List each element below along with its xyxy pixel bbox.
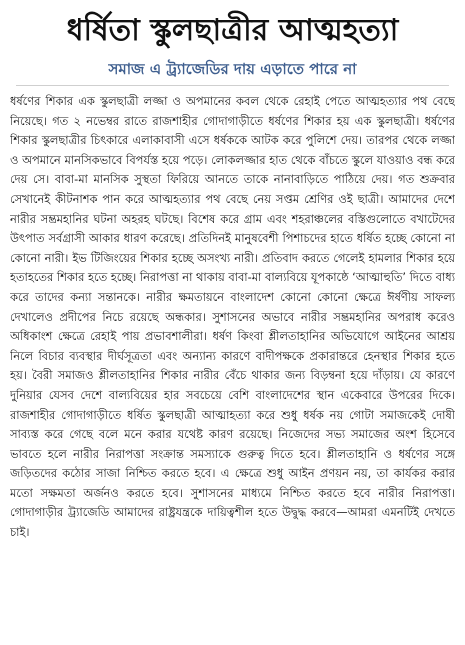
divider [16,85,449,86]
headline: ধর্ষিতা স্কুলছাত্রীর আত্মহত্যা [66,13,399,48]
subheadline: সমাজ এ ট্র্যাজেডির দায় এড়াতে পারে না [108,60,357,78]
article-body: ধর্ষণের শিকার এক স্কুলছাত্রী লজ্জা ও অপমানের কবল থেকে রেহাই পেতে আত্মহত্যার পথ বেছে নিয়েছে। গত ২ নভেম্বর রাতে রাজশাহীর গোদাগাড়ীতে ধর্ষণের শিকার হয় এক স্কুলছাত্রী। ধর্ষণের শিকার স্কুলছাত্রীর চিৎকারে এলাকাবাসী এসে ধর্ষককে আটক করে পুলিশে দেয়। তারপর থেকে লজ্জা ও অপমানে মানসিকভাবে বিপর্যস্ত হয়ে পড়ে। লোকলজ্জার হাত থেকে বাঁচতে স্কুলে যাওয়াও বন্ধ করে দেয় সে। বাবা-মা মানসিক সুস্থতা ফিরিয়ে আনতে তাকে নানাবাড়িতে পাঠিয়ে দেয়। গত শুক্রবার সেখানেই কীটনাশক পান করে আত্মহত্যার পথ বেছে নেয় সপ্তম শ্রেণির ওই ছাত্রী। আমাদের দেশে নারীর সম্ভ্রমহানির ঘটনা অহরহ ঘটছে। বিশেষ করে গ্রাম এবং শহরাঞ্চলের বস্তিগুলোতে বখাটেদের উৎপাত সর্বগ্রাসী আকার ধারণ করেছে। প্রতিদিনই মানুষবেশী পিশাচদের হাতে ধর্ষিত হচ্ছে কোনো না কোনো নারী। ইভ টিজিংয়ের শিকার হচ্ছে অসংখ্য নারী। প্রতিবাদ করতে গেলেই হামলার শিকার হয়ে হতাহতের শিকার হতে হচ্ছে। নিরাপত্তা না থাকায় বাবা-মা বাল্যবিয়ে যূপকাষ্ঠে ‘আত্মাহুতি’ দিতে বাধ্য করে তাদের কন্যা সন্তানকে। নারীর ক্ষমতায়নে বাংলাদেশ কোনো কোনো ক্ষেত্রে ঈর্ষণীয় সাফল্য দেখালেও প্রদীপের নিচে রয়েছে অন্ধকার। সুশাসনের অভাবে নারীর সম্ভ্রমহানির অপরাধ করেও অধিকাংশ ক্ষেত্রে রেহাই পায় প্রভাবশালীরা। ধর্ষণ কিংবা শ্লীলতাহানির অভিযোগে আইনের আশ্রয় নিলে বিচার ব্যবস্থার দীর্ঘসূত্রতা এবং অন্যান্য কারণে বাদীপক্ষকে প্রকারান্তরে হেনস্থার শিকার হতে হয়। বৈরী সমাজও শ্লীলতাহানির শিকার নারীর বেঁচে থাকার জন্য বিড়ম্বনা হয়ে দাঁড়ায়। যে কারণে দুনিয়ার যেসব দেশে বাল্যবিয়ের হার সবচেয়ে বেশি বাংলাদেশের স্থান একেবারে উপরের দিকে। রাজশাহীর গোদাগাড়ীতে ধর্ষিত স্কুলছাত্রী আত্মাহত্যা করে শুধু ধর্ষক নয় গোটা সমাজকেই দোষী সাব্যস্ত করে গেছে বলে মনে করার যথেষ্ট কারণ রয়েছে। নিজেদের সভ্য সমাজের অংশ হিসেবে ভাবতে হলে নারীর নিরাপত্তা সংক্রান্ত সমস্যাকে গুরুত্ব দিতে হবে। শ্লীলতাহানি ও ধর্ষণের সঙ্গে জড়িতদের কঠোর সাজা নিশ্চিত করতে হবে। এ ক্ষেত্রে শুধু আইন প্রণয়ন নয়, তা কার্যকর করার মতো সক্ষমতা অর্জনও করতে হবে। সুশাসনের মাধ্যমে নিশ্চিত করতে হবে নারীর নিরাপত্তা। গোদাগাড়ীর ট্র্যাজেডি আমাদের রাষ্ট্রযন্ত্রকে দায়িত্বশীল হতে উদ্বুদ্ধ করবে—আমরা এমনটিই দেখতে চাই। [10,94,455,540]
